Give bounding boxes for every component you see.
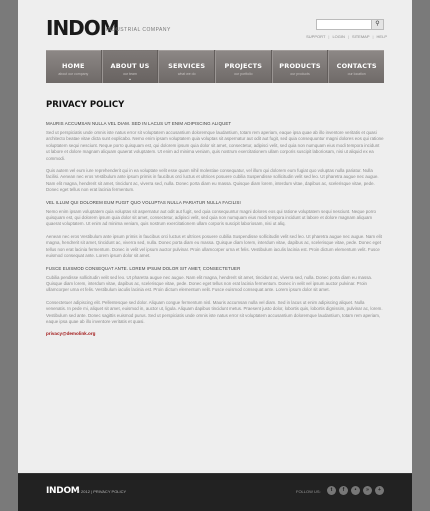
social-links [327, 486, 384, 495]
body-paragraph: Nemo enim ipsam voluptatem quia voluptas sit aspernatur aut odit aut fugit, sed quia consequuntur magni dolores eos qui ratione voluptatem sequi nesciunt. Neque porro quisquam est, qui dolorem ipsum quia dolor sit amet, consectetur, adipisci velit, sed quia non numquam eius modi tempora incidunt ut labore et dolore magnam aliquam quaerat voluptatem. Ut enim ad minima veniam, quis nostrum exercitationem ullam corporis suscipit laboriosam, nisi ut aliq. [46, 208, 376, 227]
body-paragraph: Sed ut perspiciatis unde omnis iste natus error sit voluptatem accusantium doloremque laudantium, totam rem aperiam, eaque ipsa quae ab illo inventore veritatis et quasi architecto beatae vitae dicta sunt explicabo. Nemo enim ipsam voluptatem quia voluptas sit aspernatur aut odit aut fugit, sed quia consequuntur magni dolores eos qui ratione voluptatem sequi nesciunt. Neque porro quisquam est, qui dolorem ipsum quia dolor sit amet, consectetur, adipisci velit, sed quia non numquam eius modi tempora incidunt ut labore et dolore magnam aliquam quaerat voluptatem. Ut enim ad minima veniam, quis nostrum exercitationem ullam corporis suscipit laboriosam, nisi ut aliquid ex ea commodi. [46, 130, 384, 161]
google-plus-icon[interactable]: + [375, 486, 384, 495]
nav-label: PROJECTS [224, 62, 263, 70]
nav-sublabel: about our company [58, 72, 89, 76]
nav-sublabel: our portfolio [234, 72, 253, 76]
main-nav [46, 50, 384, 83]
nav-contacts[interactable] [328, 50, 384, 83]
divider: | [372, 34, 374, 39]
facebook-icon[interactable]: f [339, 486, 348, 495]
section-heading: MAURIS ACCUMSAN NULLA VEL DIAM. SED IN LACUS UT ENIM ADIPISCING ALIQUET [46, 121, 232, 126]
nav-about-us[interactable] [102, 50, 159, 83]
nav-label: ABOUT US [110, 62, 150, 70]
nav-projects[interactable] [215, 50, 272, 83]
section-heading: VEL ILLUM QUI DOLOREM EUM FUGIT QUO VOLUPTAS NULLA PARIATUR NULLA FACILISI [46, 199, 241, 205]
nav-label: HOME [61, 62, 85, 70]
site-logo[interactable]: INDOM [46, 16, 119, 40]
nav-label: SERVICES [168, 62, 206, 70]
nav-sublabel: our location [347, 72, 366, 76]
right-backdrop [412, 0, 430, 511]
toplink-login[interactable]: LOGIN [332, 34, 345, 39]
search-box[interactable] [316, 19, 384, 30]
policy-content [46, 121, 384, 336]
nav-sublabel: our products [290, 72, 310, 76]
twitter-icon[interactable]: t [327, 486, 336, 495]
privacy-email-link[interactable]: privacy@demolink.org [46, 331, 96, 337]
chevron-down-icon: ⌄ [127, 76, 133, 82]
footer-logo[interactable]: INDOM [46, 486, 80, 496]
left-backdrop [0, 0, 18, 511]
nav-products[interactable] [272, 50, 329, 83]
toplink-help[interactable]: HELP [376, 34, 387, 39]
search-icon[interactable]: ⚲ [371, 20, 383, 29]
nav-label: PRODUCTS [279, 62, 321, 70]
divider: | [347, 34, 349, 39]
nav-sublabel: our team [123, 72, 137, 76]
top-links [301, 34, 387, 39]
page [18, 0, 412, 511]
toplink-sitemap[interactable]: SITEMAP [351, 34, 370, 39]
divider: | [328, 34, 330, 39]
rss-icon[interactable]: » [363, 486, 372, 495]
page-title: PRIVACY POLICY [46, 100, 125, 110]
logo-tagline: INDUSTRIAL COMPANY [106, 27, 171, 33]
toplink-support[interactable]: SUPPORT [306, 34, 326, 39]
body-paragraph: Consectetuer adipiscing elit. Pellentesque sed dolor. Aliquam congue fermentum nisl. Mauris accumsan nulla vel diam. Sed in lacus ut enim adipiscing aliquet. Nulla venenatis. In pede mi, aliquet sit amet, euismod in, auctor ut, ligula. Aliquam dapibus tincidunt metus. Praesent justo dolor, lobortis quis, lobortis dignissim, pulvinar ac, lorem. Vestibulum sed ante. Donec sagittis euismod purus. Sed ut perspiciatis unde omnis iste natus error sit voluptatem accusantium doloremque laudantium, totam rem aperiam, eaque ipsa quae ab illo inventore veritatis et quasi. [46, 299, 383, 324]
body-paragraph: Cubilia pendisse sollicitudin velit sed leo. Ut pharetra augue nec augue. Nam elit magna, hendrerit sit amet, tincidunt ac, viverra sed, nulla. Donec porta diam eu massa. Quisque diam lorem, interdum vitae, dapibus ac, scelerisque vitae, pede. Donec eget tellus non erat lacinia fermentum. Donec in velit vel ipsum auctor pulvinar. Proin ullamcorper urna et felis. Vestibulum iaculis lacinia est. Proin dictum elementum velit. Fusce euismod consequat ante. Lorem ipsum dolor sit amet. [46, 274, 373, 293]
body-paragraph: Quis autem vel eum iure reprehenderit qui in ea voluptate velit esse quam nihil molestiae consequatur, vel illum qui dolorem eum fugiat quo voluptas nulla pariatur. Nulla facilisi. Aenean nec eros Vestibulum ante ipsum primis in faucibus orci luctus et ultrices posuere cubilia Suspendisse sollicitudin velit sed leo. Ut pharetra augue nec augue. Nam elit magna, hendrerit sit amet, tincidunt ac, viverra sed, nulla. Donec porta diam eu massa. Quisque diam lorem, interdum vitae, dapibus ac, scelerisque vitae, pede. Donec eget tellus non erat lacinia fermentum. [46, 168, 379, 193]
flickr-icon[interactable]: • [351, 486, 360, 495]
body-paragraph: Aenean nec eros Vestibulum ante ipsum primis in faucibus orci luctus et ultrices posuere cubilia Suspendisse sollicitudin velit sed leo. Ut pharetra augue nec augue. Nam elit magna, hendrerit sit amet, tincidunt ac, viverra sed, nulla. Donec porta diam eu massa. Quisque diam lorem, interdum vitae, dapibus ac, scelerisque vitae, pede. Donec eget tellus non erat lacinia fermentum. Donec in velit vel ipsum auctor pulvinar. Proin ullamcorper urna et felis. Vestibulum iaculis lacinia est. Proin dictum elementum velit. Fusce euismod consequat ante. Lorem ipsum dolor sit amet. [46, 233, 382, 259]
nav-label: CONTACTS [336, 62, 377, 70]
section-heading: FUSCE EUISMOD CONSEQUAT ANTE. LOREM IPSUM DOLOR SIT AMET, CONSECTETUER [46, 265, 241, 271]
follow-us-label: FOLLOW US: [296, 489, 321, 494]
nav-services[interactable] [158, 50, 215, 83]
footer [18, 473, 412, 511]
nav-home[interactable] [46, 50, 102, 83]
nav-sublabel: what we do [177, 72, 196, 76]
copyright[interactable]: © 2012 | PRIVACY POLICY [77, 489, 127, 494]
